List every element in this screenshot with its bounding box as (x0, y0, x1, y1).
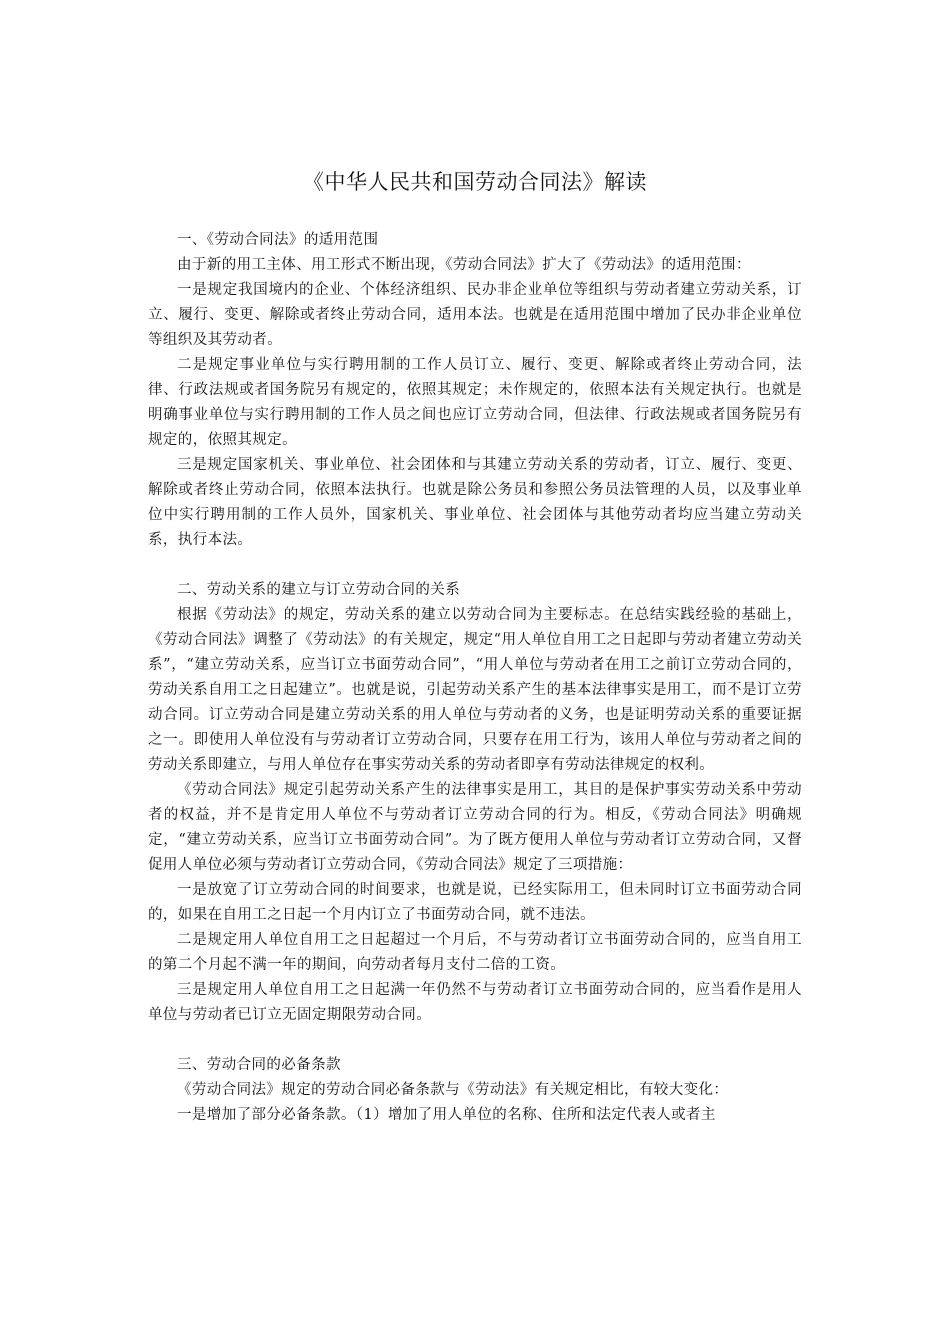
paragraph: 一是规定我国境内的企业、个体经济组织、民办非企业单位等组织与劳动者建立劳动关系，订立、履行、变更、解除或者终止劳动合同，适用本法。也就是在适用范围中增加了民办非企业单位等组织及其劳动者。 (148, 282, 802, 348)
paragraph: 二是规定用人单位自用工之日起超过一个月后，不与劳动者订立书面劳动合同的，应当自用工的第二个月起不满一年的期间，向劳动者每月支付二倍的工资。 (148, 932, 802, 973)
paragraph: 一是放宽了订立劳动合同的时间要求，也就是说，已经实际用工，但未同时订立书面劳动合同的，如果在自用工之日起一个月内订立了书面劳动合同，就不违法。 (148, 882, 802, 923)
section-heading: 二、劳动关系的建立与订立劳动合同的关系 (177, 582, 461, 598)
section-heading: 一、《劳动合同法》的适用范围 (177, 232, 379, 248)
section-spacer (148, 1028, 802, 1053)
paragraph: 一是增加了部分必备条款。（1）增加了用人单位的名称、住所和法定代表人或者主 (177, 1107, 716, 1123)
paragraph: 由于新的用工主体、用工形式不断出现，《劳动合同法》扩大了《劳动法》的适用范围： (177, 257, 751, 273)
paragraph: 三是规定国家机关、事业单位、社会团体和与其建立劳动关系的劳动者，订立、履行、变更、解除或者终止劳动合同，依照本法执行。也就是除公务员和参照公务员法管理的人员，以及事业单位中实行聘用制的工作人员外，国家机关、事业单位、社会团体与其他劳动者均应当建立劳动关系，执行本法。 (148, 457, 802, 548)
paragraph: 二是规定事业单位与实行聘用制的工作人员订立、履行、变更、解除或者终止劳动合同，法律、行政法规或者国务院另有规定的，依照其规定；未作规定的，依照本法有关规定执行。也就是明确事业单位与实行聘用制的工作人员之间也应订立劳动合同，但法律、行政法规或者国务院另有规定的，依照其规定。 (148, 357, 802, 448)
paragraph: 《劳动合同法》规定引起劳动关系产生的法律事实是用工，其目的是保护事实劳动关系中劳动者的权益，并不是肯定用人单位不与劳动者订立劳动合同的行为。相反，《劳动合同法》明确规定，“建立劳动关系，应当订立书面劳动合同”。为了既方便用人单位与劳动者订立劳动合同，又督促用人单位必须与劳动者订立劳动合同，《劳动合同法》规定了三项措施： (148, 782, 802, 873)
document-title: 《中华人民共和国劳动合同法》解读 (303, 170, 647, 194)
paragraph: 根据《劳动法》的规定，劳动关系的建立以劳动合同为主要标志。在总结实践经验的基础上，《劳动合同法》调整了《劳动法》的有关规定，规定“用人单位自用工之日起即与劳动者建立劳动关系”，“建立劳动关系，应当订立书面劳动合同”，“用人单位与劳动者在用工之前订立劳动合同的，劳动关系自用工之日起建立”。也就是说，引起劳动关系产生的基本法律事实是用工，而不是订立劳动合同。订立劳动合同是建立劳动关系的用人单位与劳动者的义务，也是证明劳动关系的重要证据之一。即使用人单位没有与劳动者订立劳动合同，只要存在用工行为，该用人单位与劳动者之间的劳动关系即建立，与用人单位存在事实劳动关系的劳动者即享有劳动法律规定的权利。 (148, 607, 802, 773)
document-body (148, 228, 802, 1128)
section-spacer (148, 553, 802, 578)
paragraph: 三是规定用人单位自用工之日起满一年仍然不与劳动者订立书面劳动合同的，应当看作是用人单位与劳动者已订立无固定期限劳动合同。 (148, 982, 802, 1023)
paragraph: 《劳动合同法》规定的劳动合同必备条款与《劳动法》有关规定相比，有较大变化： (177, 1082, 729, 1098)
section-heading: 三、劳动合同的必备条款 (177, 1057, 341, 1073)
